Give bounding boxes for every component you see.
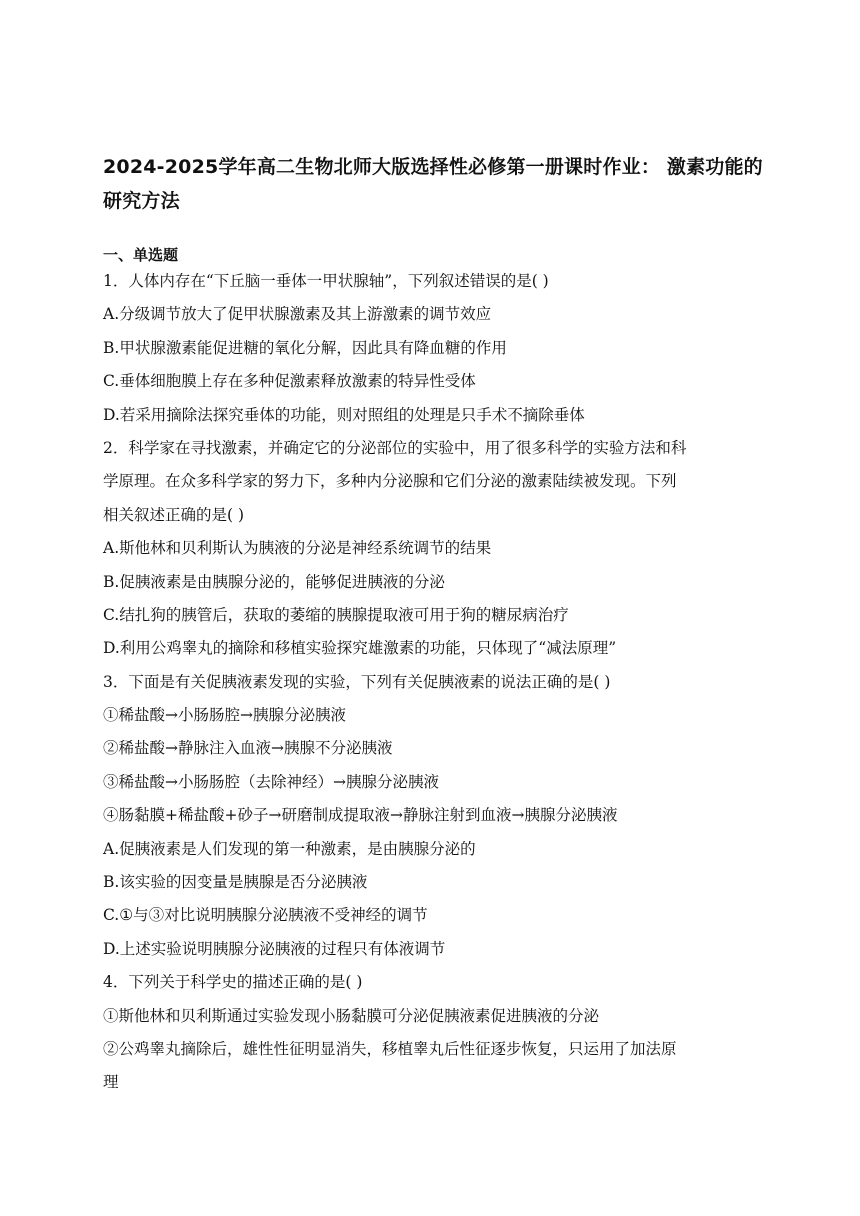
document-body xyxy=(103,265,763,1100)
question-3-stem: 3．下面是有关促胰液素发现的实验，下列有关促胰液素的说法正确的是( ) xyxy=(103,672,611,691)
question-4-item-2-continued: 理 xyxy=(103,1073,119,1092)
question-3-item-1: ①稀盐酸→小肠肠腔→胰腺分泌胰液 xyxy=(103,706,346,725)
question-3-option-c: C.①与③对比说明胰腺分泌胰液不受神经的调节 xyxy=(103,906,428,925)
question-2-option-d: D.利用公鸡睾丸的摘除和移植实验探究雄激素的功能，只体现了“减法原理” xyxy=(103,639,617,658)
question-1-option-b: B.甲状腺激素能促进糖的氧化分解，因此具有降血糖的作用 xyxy=(103,338,507,357)
question-2-stem-line-1: 2．科学家在寻找激素，并确定它的分泌部位的实验中，用了很多科学的实验方法和科 xyxy=(103,438,687,457)
question-1-option-d: D.若采用摘除法探究垂体的功能，则对照组的处理是只手术不摘除垂体 xyxy=(103,405,585,424)
question-3-item-2: ②稀盐酸→静脉注入血液→胰腺不分泌胰液 xyxy=(103,739,393,758)
question-2-option-b: B.促胰液素是由胰腺分泌的，能够促进胰液的分泌 xyxy=(103,572,445,591)
document-title: 2024-2025学年高二生物北师大版选择性必修第一册课时作业： 激素功能的研究方法 xyxy=(103,156,763,212)
question-4-item-2: ②公鸡睾丸摘除后，雄性性征明显消失，移植睾丸后性征逐步恢复，只运用了加法原 xyxy=(103,1039,677,1058)
question-1-stem: 1．人体内存在“下丘脑一垂体一甲状腺轴”，下列叙述错误的是( ) xyxy=(103,272,549,290)
section-heading: 一、单选题 xyxy=(103,246,179,264)
question-2-option-c: C.结扎狗的胰管后，获取的萎缩的胰腺提取液可用于狗的糖尿病治疗 xyxy=(103,605,569,624)
question-3-option-d: D.上述实验说明胰腺分泌胰液的过程只有体液调节 xyxy=(103,939,446,958)
question-2-option-a: A.斯他林和贝利斯认为胰液的分泌是神经系统调节的结果 xyxy=(103,539,492,558)
question-4-stem: 4．下列关于科学史的描述正确的是( ) xyxy=(103,973,363,992)
question-3-option-a: A.促胰液素是人们发现的第一种激素，是由胰腺分泌的 xyxy=(103,839,476,858)
question-4-item-1: ①斯他林和贝利斯通过实验发现小肠黏膜可分泌促胰液素促进胰液的分泌 xyxy=(103,1006,600,1025)
question-1-option-a: A.分级调节放大了促甲状腺激素及其上游激素的调节效应 xyxy=(103,305,492,324)
question-1-option-c: C.垂体细胞膜上存在多种促激素释放激素的特异性受体 xyxy=(103,372,476,391)
question-3-item-4: ④肠黏膜+稀盐酸+砂子→研磨制成提取液→静脉注射到血液→胰腺分泌胰液 xyxy=(103,806,618,825)
question-2-stem-line-2: 学原理。在众多科学家的努力下，多种内分泌腺和它们分泌的激素陆续被发现。下列 xyxy=(103,472,677,491)
question-3-option-b: B.该实验的因变量是胰腺是否分泌胰液 xyxy=(103,873,368,892)
question-2-stem-line-3: 相关叙述正确的是( ) xyxy=(103,505,245,524)
question-3-item-3: ③稀盐酸→小肠肠腔（去除神经）→胰腺分泌胰液 xyxy=(103,772,439,791)
